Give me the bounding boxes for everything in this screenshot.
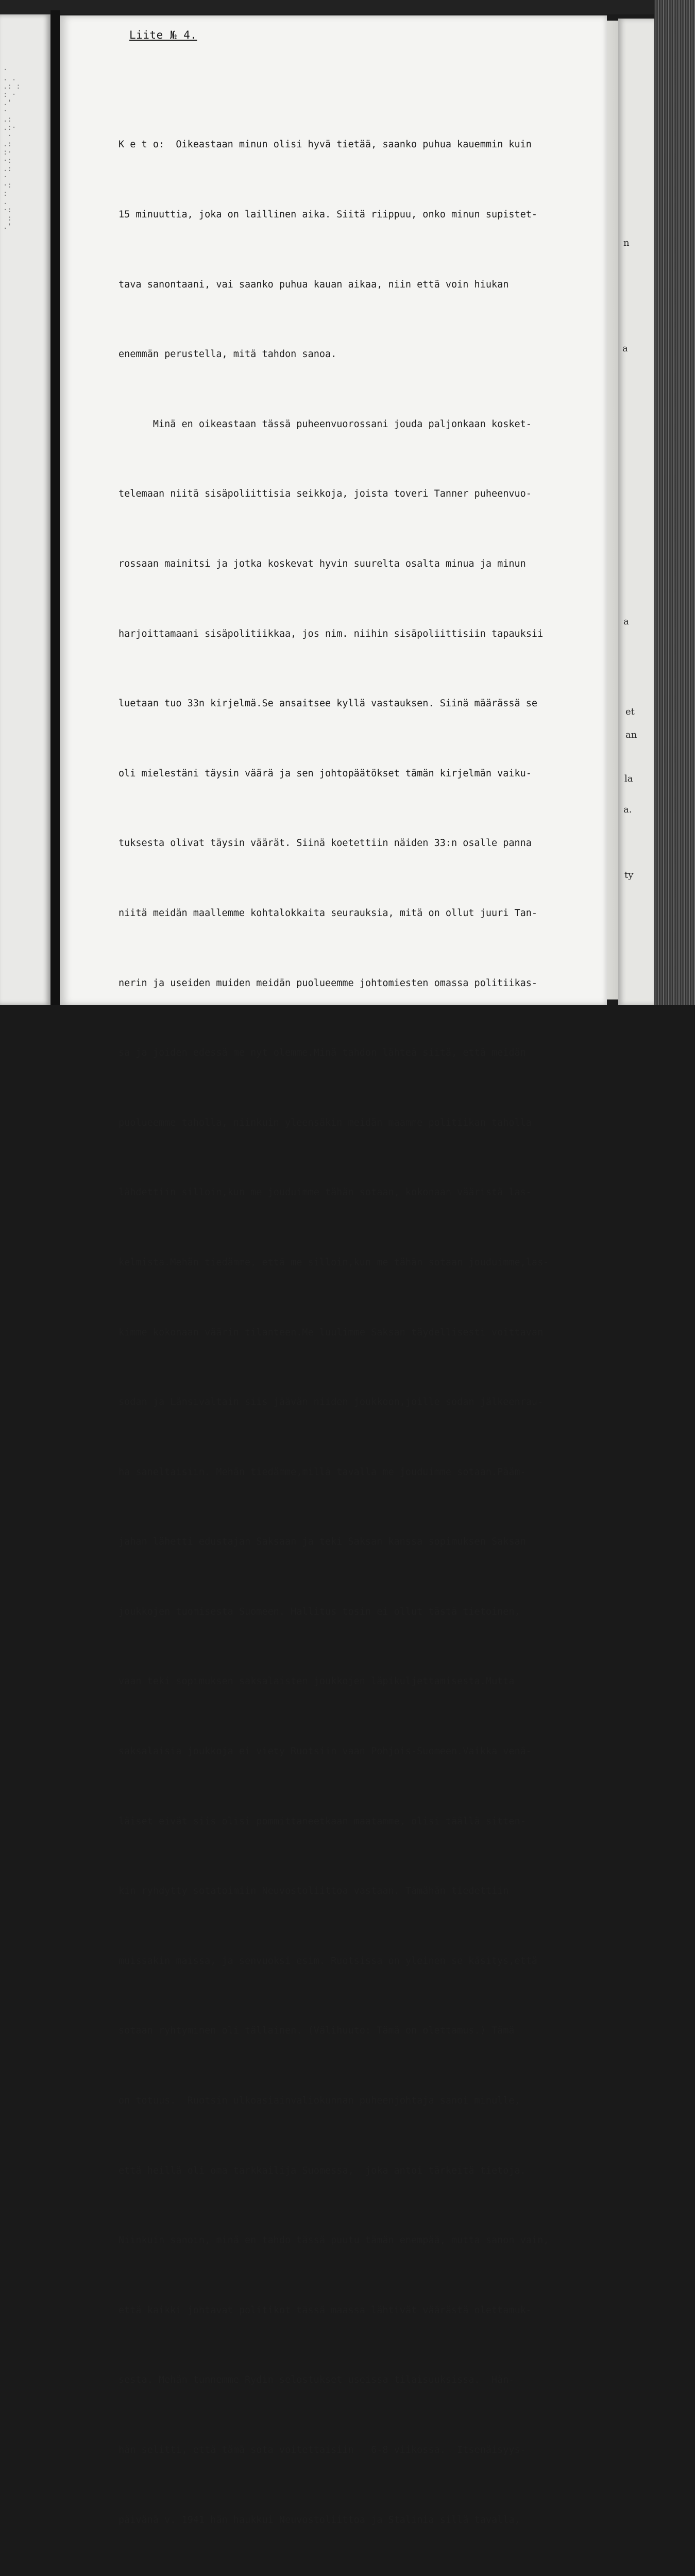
text-line: tava sanontaani, vai saanko puhua kauan aikaa, niin että voin hiukan <box>118 279 509 290</box>
text-line: 15 minuuttia, joka on laillinen aika. Siitä riippuu, onko minun supistet- <box>118 209 538 220</box>
margin-fragment: la <box>624 773 633 784</box>
book-gutter <box>50 10 60 1005</box>
margin-fragment: a <box>622 343 628 354</box>
text-line: sodan ja Länsivaltain siis jäävän niiden joukkoon,joille sodan jälkeenrau- <box>118 1397 544 1408</box>
margin-fragment: a <box>623 616 629 627</box>
text-line: hän selitti, että tämä sota voitettaisiin 6-8 viikossa. Itsenäisyys- <box>118 2445 526 2455</box>
left-page-edge <box>0 14 50 1005</box>
text-line: enemmän perustella, mitä tahdon sanoa. <box>118 349 337 360</box>
typewritten-body <box>118 87 605 2576</box>
text-line: että kaikki johtavat politikot tässä maassa lähtivät väärästä olettamuk- <box>118 2304 532 2316</box>
text-line: telemaan niitä sisäpoliittisia seikkoja, joista toveri Tanner puheenvuo- <box>118 488 532 500</box>
text-line: Niinkuin sanoin, minä en tahdo tässä puutu tämän enempää, mutta sanon vain, <box>118 2235 549 2246</box>
text-line: kimme kokonaan väärin tilanteen.Me luulimme Saksan täydellisesti voittavan <box>118 1327 544 1338</box>
book-binding <box>654 0 695 1005</box>
text-line: ha saneltaisiin. Mehän tiedämme,millä tavalla me jouduimme sotaan.Pääm- <box>118 1466 526 1478</box>
text-line: jahan lähetti edustajan Saksaan ja teki Saksan kanssa sopimuksen Saksan <box>118 1536 526 1548</box>
margin-fragment: ty <box>624 870 634 880</box>
text-line: päivänä v. 1941 hän haukkui Neuvostoliittoa ja Stalinia sillä tavalla, <box>118 2514 520 2526</box>
text-line: sesta. Mehän tunnemme Rydin selostukset useissa tilaisuuksissa. Hän- <box>118 2375 515 2386</box>
attachment-header: Liite № 4. <box>129 29 197 41</box>
text-line: oli mielestäni täysin väärä ja sen johtopäätökset tämän kirjelmän vaiku- <box>118 768 532 779</box>
text-line: nerin ja useiden muiden meidän puolueemme johtomiesten omassa politiikas- <box>118 977 538 989</box>
text-line: kelmista.Mehän tiedämme, että me silloin,kun me tähän sotaan jouduimme,las- <box>118 1257 549 1268</box>
text-line: luetaan tuo 33n kirjelmä.Se ansaitsee kyllä vastauksen. Siinä määrässä se <box>118 698 538 709</box>
text-line: sotaan ryhtyminen oli tällainen. (Välihuuto: Tämä on olettamus.) Tämä <box>118 2025 515 2037</box>
margin-fragment: et <box>625 706 635 717</box>
top-shadow <box>0 0 695 14</box>
text-line: että heillä oli oma tarkkailija Suomessa, joka antoi tärkeitä tietoja. <box>118 2165 526 2176</box>
text-line: harjoittamaani sisäpolitiikkaa, jos nim. niihin sisäpoliittisiin tapauksii <box>118 628 544 639</box>
text-line: kin ryhdytty sotatoimiin Neuvostoliittoa vastaan. Tämähän tiedettiin <box>118 1886 509 1897</box>
text-line: on totuus. Ruotsin ulkoasiainvaliokunnan puheenjohtaja sanoi minulle, <box>118 2095 520 2107</box>
text-line: niitä meidän maallemme kohtalokkaita seurauksia, mitä on ollut juuri Tan- <box>118 907 538 919</box>
text-line: lähdettiin silloin,kun me jouduimme tähän sotaan, kokonaan vääristä las- <box>118 1187 532 1198</box>
text-line: joukkojen tuomisesta Suomeen. Hallitus tosin ei ollut tästä tietoinen, <box>118 1606 520 1617</box>
left-page-bleed: · . . .: : : · .' · .: .:· · .: :· ·: .: · ·: : . ·: : .' <box>3 66 21 231</box>
text-line: puolueemme taholla, niinkuin yleensäkin meidän maamme politiikan taholla <box>118 1117 532 1128</box>
next-page-edge <box>618 19 654 1005</box>
text-line: Minä en oikeastaan tässä puheenvuorossani jouda paljonkaan kosket- <box>118 418 532 430</box>
text-line: vaan teki sopimuksen saksalaisten joukkojen läpikuljettamisesta.Mutta <box>118 1676 515 1687</box>
margin-fragment: n <box>623 238 630 248</box>
text-line: sa ja joiden edessä me nyt olemme.Minä tahdon lähteä siitä, että meidän <box>118 1047 526 1059</box>
text-line: rossaan mainitsi ja jotka koskevat hyvin suurelta osalta minua ja minun <box>118 558 526 569</box>
text-line: K e t o: Oikeastaan minun olisi hyvä tietää, saanko puhua kauemmin kuin <box>118 139 532 150</box>
margin-fragment: an <box>625 730 637 740</box>
text-line: muissakin maissa, ja senvuoksi esim. Ruotsissa on yleinen se käsitys,että <box>118 1955 538 1967</box>
text-line: saksalaisia joukkoja ei viety Ruotsiin vaan Pohjois-Suomeen.Vaikka venä- <box>118 1746 532 1757</box>
margin-fragment: a. <box>623 804 632 815</box>
text-line: läiset eivät siis olisi pommittaneetkaan maatamme, olisi täällä sitten- <box>118 1816 526 1827</box>
text-line: tuksesta olivat täysin väärät. Siinä koetettiin näiden 33:n osalle panna <box>118 838 532 849</box>
page-stack-edge <box>607 21 618 999</box>
